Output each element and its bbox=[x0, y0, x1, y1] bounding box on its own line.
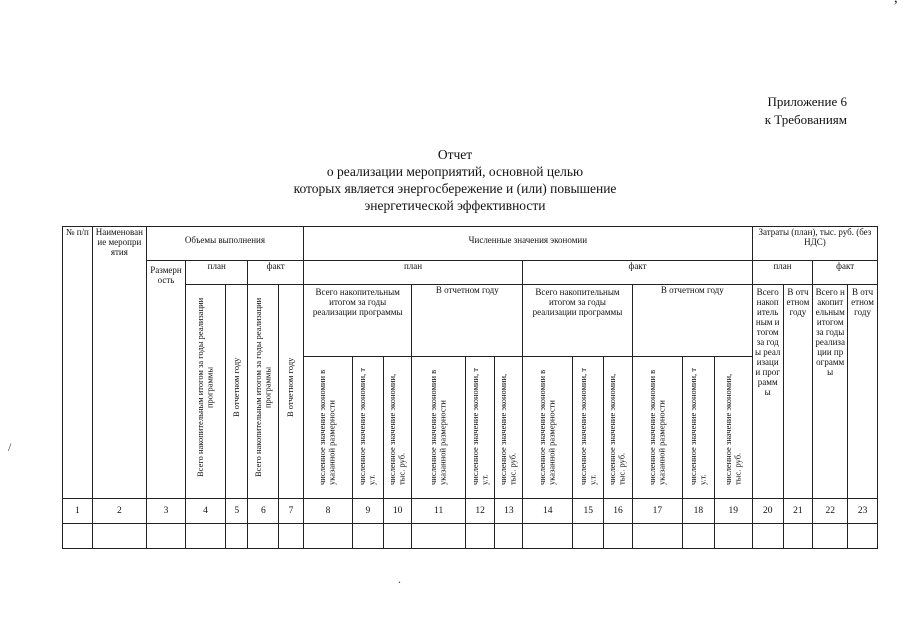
empty-cell[interactable] bbox=[353, 524, 384, 549]
col-number: 10 bbox=[383, 499, 412, 524]
header-sav-plan-year-tut: численное значение экономии, т у.т. bbox=[465, 357, 495, 499]
col-number: 22 bbox=[813, 499, 848, 524]
col-number: 19 bbox=[714, 499, 752, 524]
header-costs-fact: факт bbox=[813, 261, 878, 285]
header-sav-fact-year-tut: численное значение экономии, т у.т. bbox=[683, 357, 715, 499]
header-savings: Численные значения экономии bbox=[303, 227, 752, 261]
report-title bbox=[200, 146, 710, 214]
column-number-row bbox=[63, 499, 878, 524]
empty-cell[interactable] bbox=[63, 524, 93, 549]
appendix-line-1: Приложение 6 bbox=[767, 94, 847, 109]
empty-cell[interactable] bbox=[92, 524, 146, 549]
empty-cell[interactable] bbox=[752, 524, 783, 549]
header-savings-fact: факт bbox=[523, 261, 753, 285]
empty-cell[interactable] bbox=[225, 524, 248, 549]
col-number: 21 bbox=[783, 499, 813, 524]
header-sav-plan-cumulative: Всего накопительным итогом за годы реализации программы bbox=[303, 285, 412, 357]
appendix-line-2: к Требованиям bbox=[764, 112, 847, 127]
empty-cell[interactable] bbox=[303, 524, 352, 549]
empty-cell[interactable] bbox=[523, 524, 573, 549]
header-sav-fact-cum-tut: численное значение экономии, т у.т. bbox=[573, 357, 604, 499]
header-sav-fact-year: В отчетном году bbox=[632, 285, 752, 357]
col-number: 6 bbox=[248, 499, 279, 524]
header-costs: Затраты (план), тыс. руб. (без НДС) bbox=[752, 227, 877, 261]
header-event-name: Наименование мероприятия bbox=[92, 227, 146, 499]
col-number: 9 bbox=[353, 499, 384, 524]
col-number: 5 bbox=[225, 499, 248, 524]
header-sav-fact-cumulative: Всего накопительным итогом за годы реализации программы bbox=[523, 285, 633, 357]
empty-cell[interactable] bbox=[714, 524, 752, 549]
header-cost-fact-year: В отчетном году bbox=[848, 285, 878, 499]
title-line-3: которых является энергосбережение и (или) повышение bbox=[293, 181, 617, 196]
header-savings-plan: план bbox=[303, 261, 522, 285]
empty-cell[interactable] bbox=[383, 524, 412, 549]
header-costs-plan: план bbox=[752, 261, 812, 285]
empty-cell[interactable] bbox=[848, 524, 878, 549]
header-sav-plan-cum-rub: численное значение экономии, тыс. руб. bbox=[383, 357, 412, 499]
header-sav-plan-cum-dim: численное значение экономии в указанной размерности bbox=[303, 357, 352, 499]
empty-cell[interactable] bbox=[783, 524, 813, 549]
col-number: 1 bbox=[63, 499, 93, 524]
empty-cell[interactable] bbox=[248, 524, 279, 549]
header-volumes-fact: факт bbox=[248, 261, 303, 285]
header-sav-fact-year-rub: численное значение экономии, тыс. руб. bbox=[714, 357, 752, 499]
header-sav-fact-cum-rub: численное значение экономии, тыс. руб. bbox=[604, 357, 633, 499]
col-number: 18 bbox=[683, 499, 715, 524]
col-number: 17 bbox=[632, 499, 682, 524]
empty-cell[interactable] bbox=[495, 524, 523, 549]
col-number: 2 bbox=[92, 499, 146, 524]
empty-cell[interactable] bbox=[412, 524, 465, 549]
header-sav-plan-year-rub: численное значение экономии, тыс. руб. bbox=[495, 357, 523, 499]
empty-cell[interactable] bbox=[279, 524, 304, 549]
col-number: 11 bbox=[412, 499, 465, 524]
col-number: 13 bbox=[495, 499, 523, 524]
scan-comma-mark: ’ bbox=[893, 0, 899, 15]
title-line-4: энергетической эффективности bbox=[364, 198, 546, 213]
header-sav-fact-cum-dim: численное значение экономии в указанной размерности bbox=[523, 357, 573, 499]
col-number: 20 bbox=[752, 499, 783, 524]
header-vol-fact-cumulative: Всего накопительным итогом за годы реализации программы bbox=[248, 285, 279, 499]
header-cost-plan-cumulative: Всего накопительным итогом за годы реализации программы bbox=[752, 285, 783, 499]
col-number: 16 bbox=[604, 499, 633, 524]
empty-cell[interactable] bbox=[185, 524, 225, 549]
col-number: 4 bbox=[185, 499, 225, 524]
header-dimension: Размерность bbox=[147, 261, 186, 499]
header-cost-plan-year: В отчетном году bbox=[783, 285, 813, 499]
col-number: 12 bbox=[465, 499, 495, 524]
empty-cell[interactable] bbox=[683, 524, 715, 549]
empty-cell[interactable] bbox=[632, 524, 682, 549]
col-number: 8 bbox=[303, 499, 352, 524]
report-table bbox=[62, 226, 878, 549]
empty-cell[interactable] bbox=[813, 524, 848, 549]
empty-data-row bbox=[63, 524, 878, 549]
col-number: 3 bbox=[147, 499, 186, 524]
empty-cell[interactable] bbox=[604, 524, 633, 549]
col-number: 7 bbox=[279, 499, 304, 524]
header-sav-plan-year: В отчетном году bbox=[412, 285, 523, 357]
col-number: 15 bbox=[573, 499, 604, 524]
title-line-2: о реализации мероприятий, основной целью bbox=[326, 164, 584, 179]
header-sav-plan-year-dim: численное значение экономии в указанной размерности bbox=[412, 357, 465, 499]
empty-cell[interactable] bbox=[573, 524, 604, 549]
header-sav-fact-year-dim: численное значение экономии в указанной размерности bbox=[632, 357, 682, 499]
header-cost-fact-cumulative: Всего накопительным итогом за годы реализации программы bbox=[813, 285, 848, 499]
header-volumes: Объемы выполнения bbox=[147, 227, 304, 261]
scan-slash-mark: / bbox=[8, 440, 12, 454]
empty-cell[interactable] bbox=[147, 524, 186, 549]
empty-cell[interactable] bbox=[465, 524, 495, 549]
header-vol-fact-year: В отчетном году bbox=[279, 285, 304, 499]
appendix-label bbox=[700, 93, 847, 129]
header-vol-plan-year: В отчетном году bbox=[225, 285, 248, 499]
header-vol-plan-cumulative: Всего накопительным итогом за годы реализации программы bbox=[185, 285, 225, 499]
scan-dot-mark: . bbox=[398, 572, 401, 586]
header-sav-plan-cum-tut: численное значение экономии, т у.т. bbox=[353, 357, 384, 499]
col-number: 14 bbox=[523, 499, 573, 524]
header-volumes-plan: план bbox=[185, 261, 248, 285]
header-number: № п/п bbox=[63, 227, 93, 499]
title-line-1: Отчет bbox=[437, 147, 473, 162]
col-number: 23 bbox=[848, 499, 878, 524]
